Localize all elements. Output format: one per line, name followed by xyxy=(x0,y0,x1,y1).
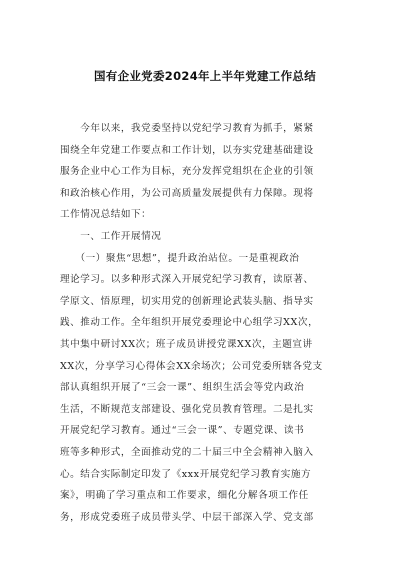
body-line: 案》，明确了学习重点和工作要求，细化分解各项工作任 xyxy=(60,490,309,502)
body-line: 开展党纪学习教育。通过“三会一课”、专题党课、读书 xyxy=(60,425,305,437)
body-line: 理论学习。以多种形式深入开展党纪学习教育，读原著、 xyxy=(60,274,314,286)
section-heading: 一、工作开展情况 xyxy=(60,230,162,242)
body-line: （一）聚焦“思想”，提升政治站位。一是重视政治 xyxy=(60,252,300,264)
body-line: 和政治核心作用，为公司高质量发展提供有力保障。现将 xyxy=(60,187,314,199)
body-line: 心。结合实际制定印发了《xxx开展党纪学习教育实施方 xyxy=(60,468,312,480)
body-line: 工作情况总结如下： xyxy=(60,209,152,221)
body-line: XX次，分享学习心得体会XX余场次；公司党委所辖各党支 xyxy=(60,360,323,372)
body-line: 服务企业中心工作为目标，充分发挥党组织在企业的引领 xyxy=(60,166,314,178)
body-line: 务，形成党委班子成员带头学、中层干部深入学、党支部 xyxy=(60,511,314,523)
body-line: 学原文、悟原理，切实用党的创新理论武装头脑、指导实 xyxy=(60,295,314,307)
body-line: 班等多种形式，全面推动党的二十届三中全会精神入脑入 xyxy=(60,446,314,458)
body-line: 围绕全年党建工作要点和工作计划，以夯实党建基础建设 xyxy=(60,144,314,156)
document-title: 国有企业党委2024年上半年党建工作总结 xyxy=(93,69,316,83)
body-line: 其中集中研讨XX次；班子成员讲授党课XX次，主题宣讲 xyxy=(60,338,313,350)
body-line: 部认真组织开展了“三会一课”、组织生活会等党内政治 xyxy=(60,382,305,394)
document-body xyxy=(60,118,355,528)
body-line: 生活，不断规范支部建设、强化党员教育管理。二是扎实 xyxy=(60,403,314,415)
body-line: 今年以来，我党委坚持以党纪学习教育为抓手，紧紧 xyxy=(60,123,314,134)
body-line: 践、推动工作。全年组织开展党委理论中心组学习XX次， xyxy=(60,317,319,329)
